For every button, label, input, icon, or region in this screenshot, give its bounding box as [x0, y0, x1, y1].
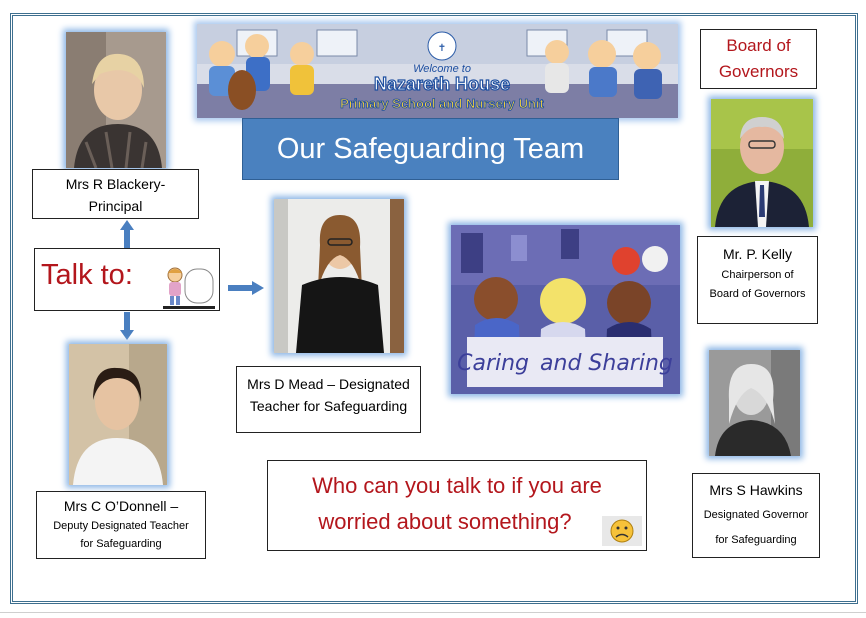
chairperson-photo — [711, 99, 813, 227]
divider — [0, 612, 866, 613]
banner-image — [197, 24, 678, 118]
designated-teacher-name: Mrs D Mead – Designated — [247, 376, 410, 392]
chairperson-name: Mr. P. Kelly — [723, 246, 792, 262]
governor-role-line2: for Safeguarding — [715, 534, 797, 546]
designated-teacher-photo — [274, 199, 404, 353]
principal-label — [32, 169, 199, 219]
talk-to-label: Talk to: — [41, 259, 133, 291]
governor-name: Mrs S Hawkins — [709, 482, 803, 498]
mosaic-line1: Caring — [457, 351, 530, 376]
chairperson-role-line1: Chairperson of — [721, 269, 794, 281]
arrow-down-icon — [120, 312, 134, 340]
governor-role-line1: Designated Governor — [703, 509, 809, 521]
deputy-photo — [69, 344, 167, 485]
page-title: Our Safeguarding Team — [242, 118, 619, 180]
chairperson-role-line2: Board of Governors — [709, 288, 806, 300]
question-line1: Who can you talk to if you are — [312, 473, 602, 498]
chairperson-label — [697, 236, 818, 324]
deputy-role-line2: for Safeguarding — [80, 538, 162, 550]
mosaic-line2: and Sharing — [540, 351, 673, 376]
board-label-line2: Governors — [718, 62, 799, 81]
talk-to-box — [34, 248, 220, 311]
child-talking-icon — [161, 265, 217, 309]
svg-text:✝: ✝ — [437, 43, 447, 54]
principal-role: Principal — [88, 198, 143, 214]
svg-text:Caring and Sharing — [457, 351, 673, 376]
worried-face-icon — [602, 516, 642, 546]
arrow-right-icon — [228, 281, 264, 295]
board-of-governors-label — [700, 29, 817, 89]
caring-and-sharing-mosaic — [451, 225, 680, 394]
deputy-name: Mrs C O’Donnell – — [63, 498, 179, 514]
banner-school-sub: Primary School and Nursery Unit — [340, 96, 544, 111]
principal-name: Mrs R Blackery- — [65, 176, 166, 192]
governor-label — [692, 473, 820, 558]
designated-teacher-role: Teacher for Safeguarding — [249, 398, 408, 414]
school-banner — [197, 24, 678, 118]
banner-welcome: Welcome to — [413, 63, 471, 75]
question-box — [267, 460, 647, 551]
governor-photo — [709, 350, 800, 456]
designated-teacher-label — [236, 366, 421, 433]
board-label-line1: Board of — [726, 36, 791, 55]
banner-school-name: Nazareth House — [373, 74, 511, 94]
deputy-label — [36, 491, 206, 559]
principal-photo — [66, 32, 166, 168]
arrow-up-icon — [120, 220, 134, 248]
deputy-role-line1: Deputy Designated Teacher — [53, 520, 189, 532]
question-line2: worried about something? — [318, 509, 572, 534]
